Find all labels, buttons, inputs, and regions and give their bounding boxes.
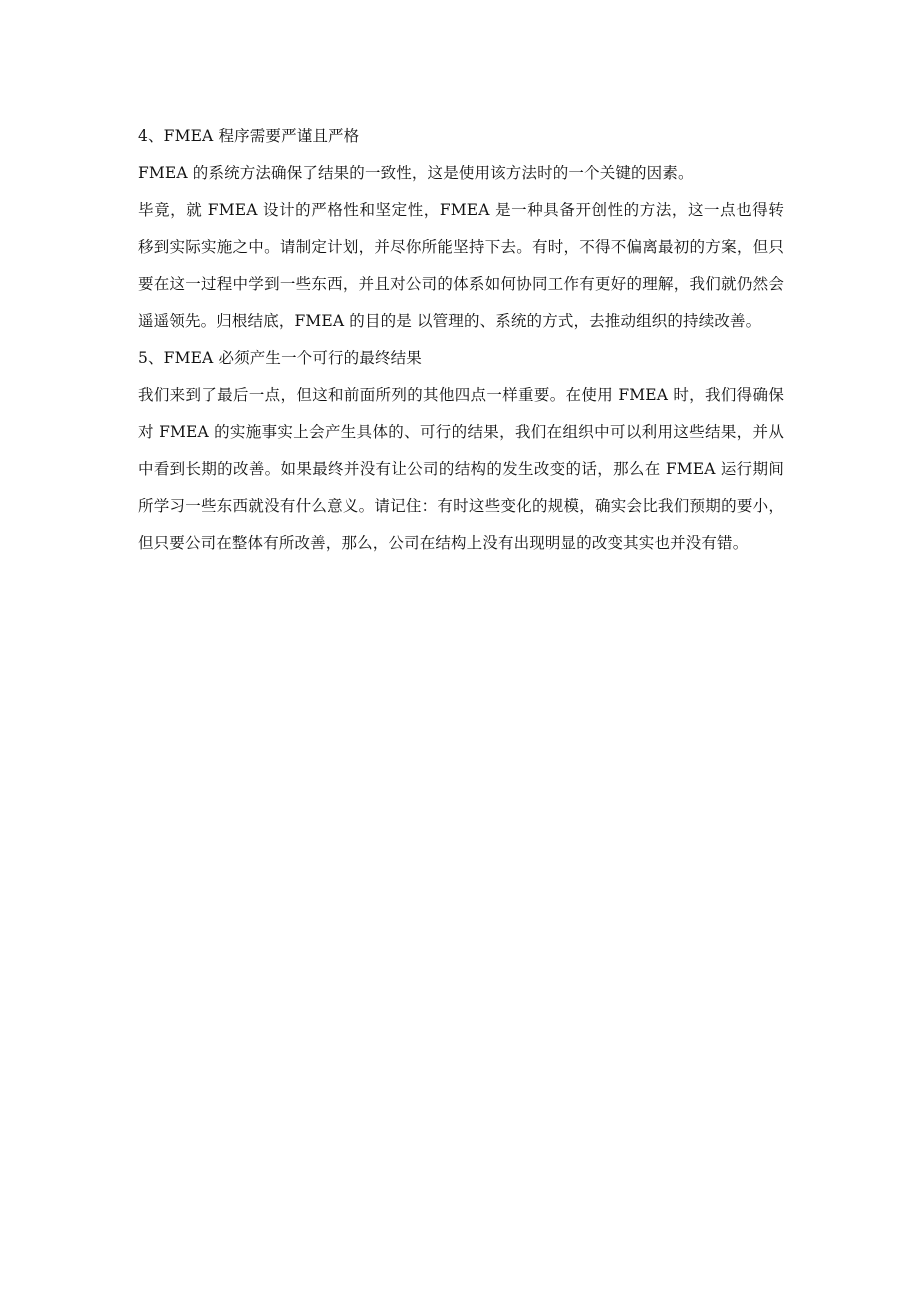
paragraph: FMEA 的系统方法确保了结果的一致性，这是使用该方法时的一个关键的因素。 [138,164,694,182]
section-heading: 5、FMEA 必须产生一个可行的最终结果 [138,349,422,367]
section-heading: 4、FMEA 程序需要严谨且严格 [138,127,360,145]
document-page [138,118,784,562]
section-5 [138,340,784,562]
section-4 [138,118,784,340]
paragraph: 毕竟，就 FMEA 设计的严格性和坚定性，FMEA 是一种具备开创性的方法，这一点也得转移到实际实施之中。请制定计划，并尽你所能坚持下去。有时，不得不偏离最初的方案，但只要在这一过程中学到一些东西，并且对公司的体系如何协同工作有更好的理解，我们就仍然会遥遥领先。归根结底，FMEA 的目的是 以管理的、系统的方式，去推动组织的持续改善。 [138,201,784,330]
paragraph: 我们来到了最后一点，但这和前面所列的其他四点一样重要。在使用 FMEA 时，我们得确保对 FMEA 的实施事实上会产生具体的、可行的结果，我们在组织中可以利用这些结果，并从中看到长期的改善。如果最终并没有让公司的结构的发生改变的话，那么在 FMEA 运行期间所学习一些东西就没有什么意义。请记住：有时这些变化的规模，确实会比我们预期的要小，但只要公司在整体有所改善，那么，公司在结构上没有出现明显的改变其实也并没有错。 [138,386,784,552]
